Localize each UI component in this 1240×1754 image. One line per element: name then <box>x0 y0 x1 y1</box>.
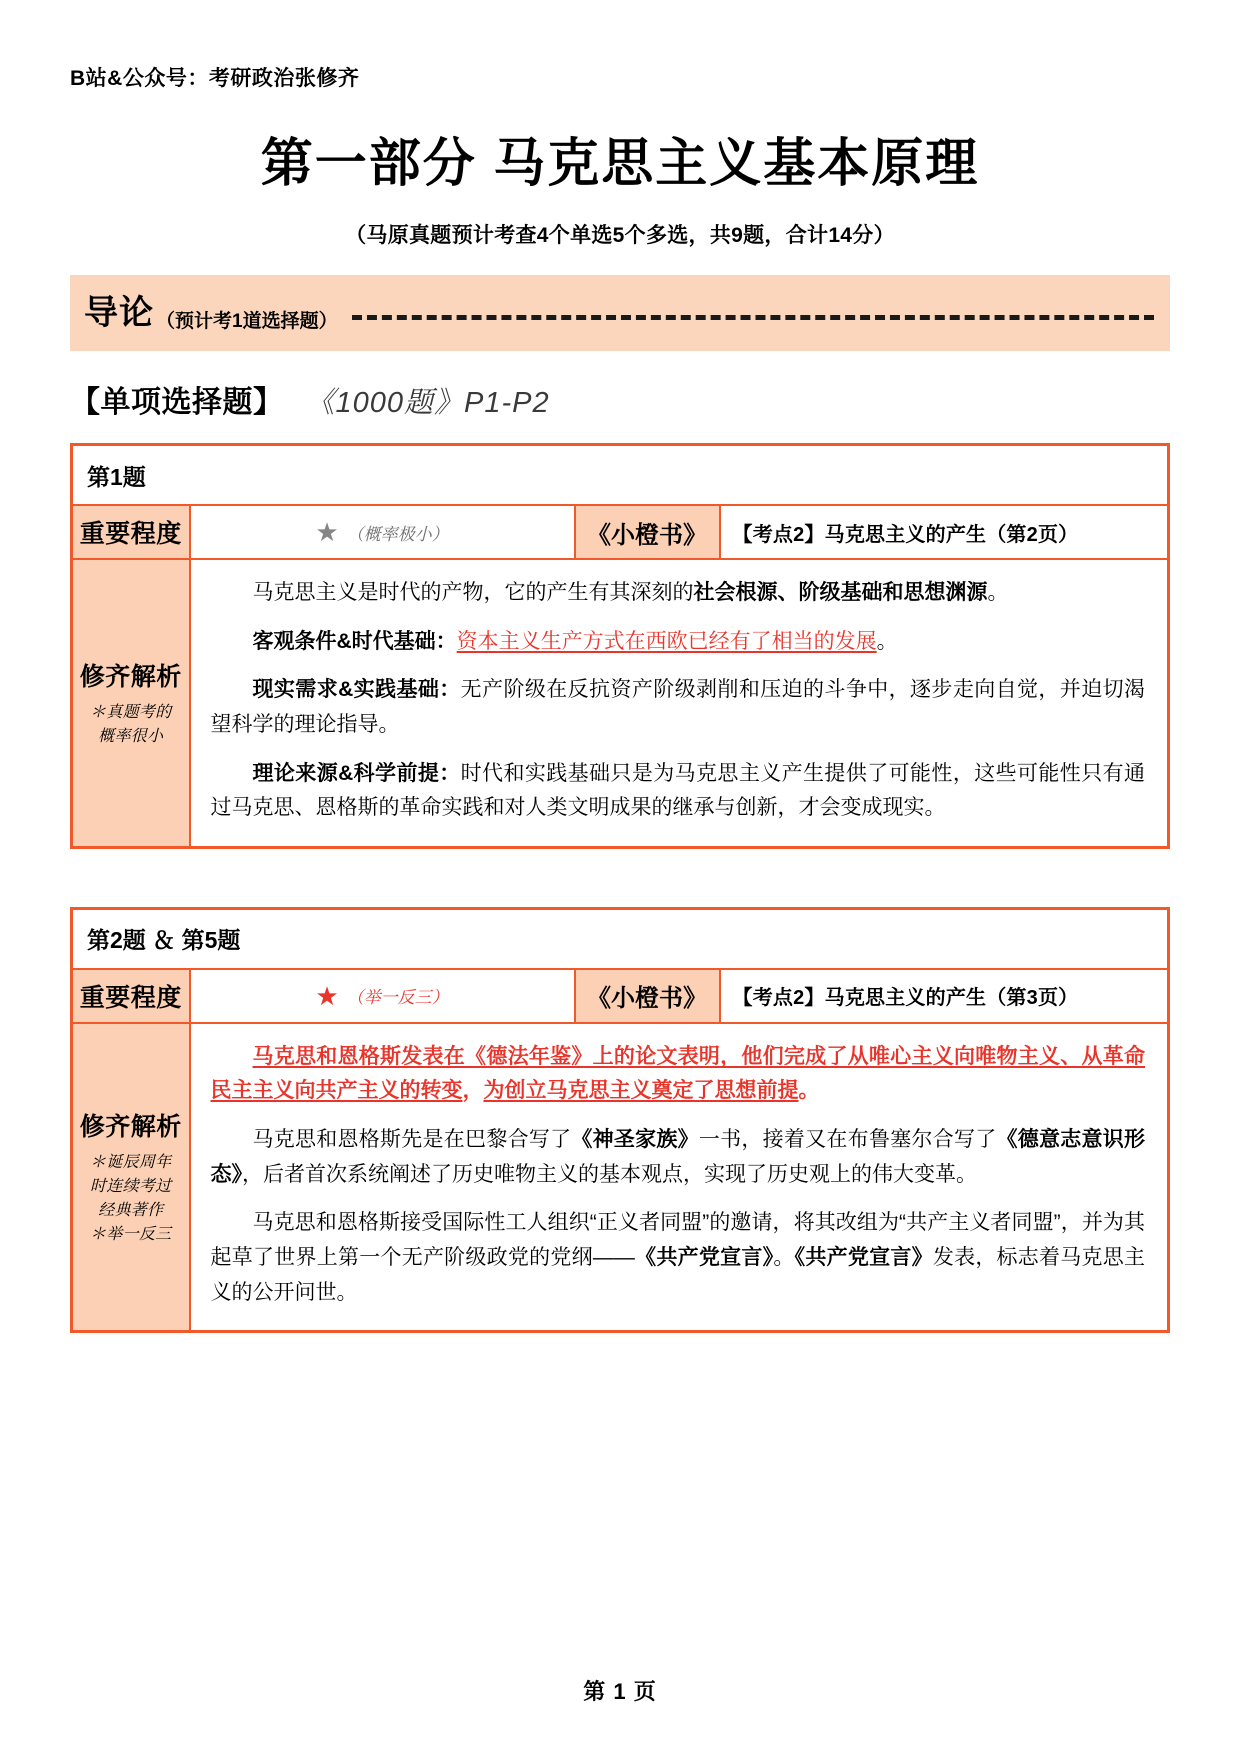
dashed-divider <box>352 315 1154 320</box>
section-banner <box>70 275 1170 351</box>
analysis-body-2 <box>190 1023 1169 1332</box>
table-row <box>72 445 1169 506</box>
section-note: （预计考1道选择题） <box>156 310 338 332</box>
page-subtitle: （马原真题预计考查4个单选5个多选，共9题，合计14分） <box>345 224 895 247</box>
question-number-1: 第1题 <box>72 445 1169 506</box>
table-row <box>72 559 1169 847</box>
analysis-title: 修齐解析 <box>79 662 182 691</box>
analysis-paragraph <box>211 673 1146 742</box>
analysis-note-line-3: 经典著作 <box>98 1202 164 1220</box>
text-run-bold: 社会根源、阶级基础和思想渊源 <box>693 581 988 604</box>
analysis-note-line-1: ＊诞辰周年 <box>89 1154 172 1172</box>
question-table-2 <box>70 907 1170 1333</box>
book-reference-1: 《小橙书》 <box>575 505 720 559</box>
page-number: 第 1 页 <box>583 1679 657 1704</box>
question-type-reference: 《1000题》P1-P2 <box>305 387 550 419</box>
table-row <box>72 505 1169 559</box>
table-row <box>72 908 1169 969</box>
analysis-label-2 <box>72 1023 190 1332</box>
star-icon: ★ <box>315 980 339 1011</box>
text-run-bold: 理论来源&科学前提： <box>252 761 461 785</box>
analysis-title: 修齐解析 <box>79 1113 182 1142</box>
text-run: 一书，接着又在布鲁塞尔合写了 <box>698 1128 997 1152</box>
section-name: 导论 <box>84 294 154 332</box>
text-run: 。 <box>773 1246 795 1270</box>
question-table-1 <box>70 443 1170 849</box>
star-icon: ★ <box>315 517 339 547</box>
text-run: 马克思和恩格斯先是在巴黎合写了 <box>252 1128 572 1152</box>
text-run: 马克思和恩格斯接受国际性工人组织“正义者同盟”的邀请，将其改组为“共产主义者同盟”，并为其起草了世界上第一个无产阶级政党的党纲—— <box>210 1211 1145 1270</box>
text-run: 时代和实践基础只是为马克思主义产生提供了可能性，这些可能性只有通过马克思、恩格斯的革命实践和对人类文明成果的继承与创新，才会变成现实。 <box>210 761 1145 820</box>
table-row <box>72 1023 1169 1332</box>
analysis-paragraph <box>211 1040 1146 1109</box>
book-reference-2: 《小橙书》 <box>575 969 720 1023</box>
importance-rating-1 <box>190 505 575 559</box>
star-note-1: （概率极小） <box>346 524 449 544</box>
text-run: 发表，标志着马克思主义的公开问世。 <box>210 1246 1146 1304</box>
text-run: 无产阶级在反抗资产阶级剥削和压迫的斗争中，逐步走向自觉，并迫切渴望科学的理论指导。 <box>210 678 1145 736</box>
text-run-bold: 《德意志意识形态》 <box>210 1128 1146 1186</box>
text-run-red-underline: 马克思和恩格斯发表在《德法年鉴》上的论文表明，他们完成了从唯心主义向唯物主义、从革命民主主义向共产主义的转变 <box>210 1044 1145 1103</box>
analysis-note-line-1: ＊真题考的 <box>89 703 172 721</box>
text-run: 马克思主义是时代的产物，它的产生有其深刻的 <box>252 581 694 604</box>
importance-label: 重要程度 <box>72 969 190 1023</box>
question-type-label: 【单项选择题】 <box>70 386 284 419</box>
analysis-note-line-4: ＊举一反三 <box>89 1226 172 1244</box>
analysis-label-1 <box>72 559 190 847</box>
text-run-red-underline: 为创立马克思主义奠定了思想前提 <box>483 1079 799 1103</box>
text-run: 。 <box>987 581 1009 604</box>
importance-label: 重要程度 <box>72 505 190 559</box>
text-run: 。 <box>876 629 898 653</box>
importance-rating-2 <box>190 969 575 1023</box>
text-run-bold: 《共产党宣言》 <box>794 1246 933 1270</box>
analysis-note-line-2: 概率很小 <box>98 727 164 745</box>
site-attribution: B站&公众号：考研政治张修齐 <box>70 67 360 90</box>
text-run-bold: 《神圣家族》 <box>571 1128 699 1152</box>
analysis-paragraph <box>211 625 1146 660</box>
page-title: 第一部分 马克思主义基本原理 <box>260 135 980 193</box>
analysis-paragraph <box>211 1206 1146 1310</box>
question-number-2: 第2题 ＆ 第5题 <box>72 908 1169 969</box>
analysis-note-line-2: 时连续考过 <box>89 1178 172 1196</box>
text-run-red-underline: 资本主义生产方式在西欧已经有了相当的发展 <box>456 629 877 653</box>
analysis-paragraph <box>211 757 1146 826</box>
text-run-red: 。 <box>798 1079 820 1103</box>
text-run-bold: 现实需求&实践基础： <box>252 678 461 702</box>
text-run-bold: 《共产党宣言》 <box>634 1246 774 1270</box>
text-run-red: ， <box>462 1079 484 1103</box>
knowledge-point-1: 【考点2】马克思主义的产生（第2页） <box>720 505 1169 559</box>
knowledge-point-2: 【考点2】马克思主义的产生（第3页） <box>720 969 1169 1023</box>
star-note-2: （举一反三） <box>346 988 449 1008</box>
analysis-paragraph <box>211 576 1146 611</box>
table-row <box>72 969 1169 1023</box>
text-run-bold: 客观条件&时代基础： <box>252 629 457 653</box>
analysis-paragraph <box>211 1123 1146 1192</box>
question-type-line <box>70 377 1170 421</box>
text-run: ，后者首次系统阐述了历史唯物主义的基本观点，实现了历史观上的伟大变革。 <box>242 1162 977 1186</box>
analysis-body-1 <box>190 559 1169 847</box>
